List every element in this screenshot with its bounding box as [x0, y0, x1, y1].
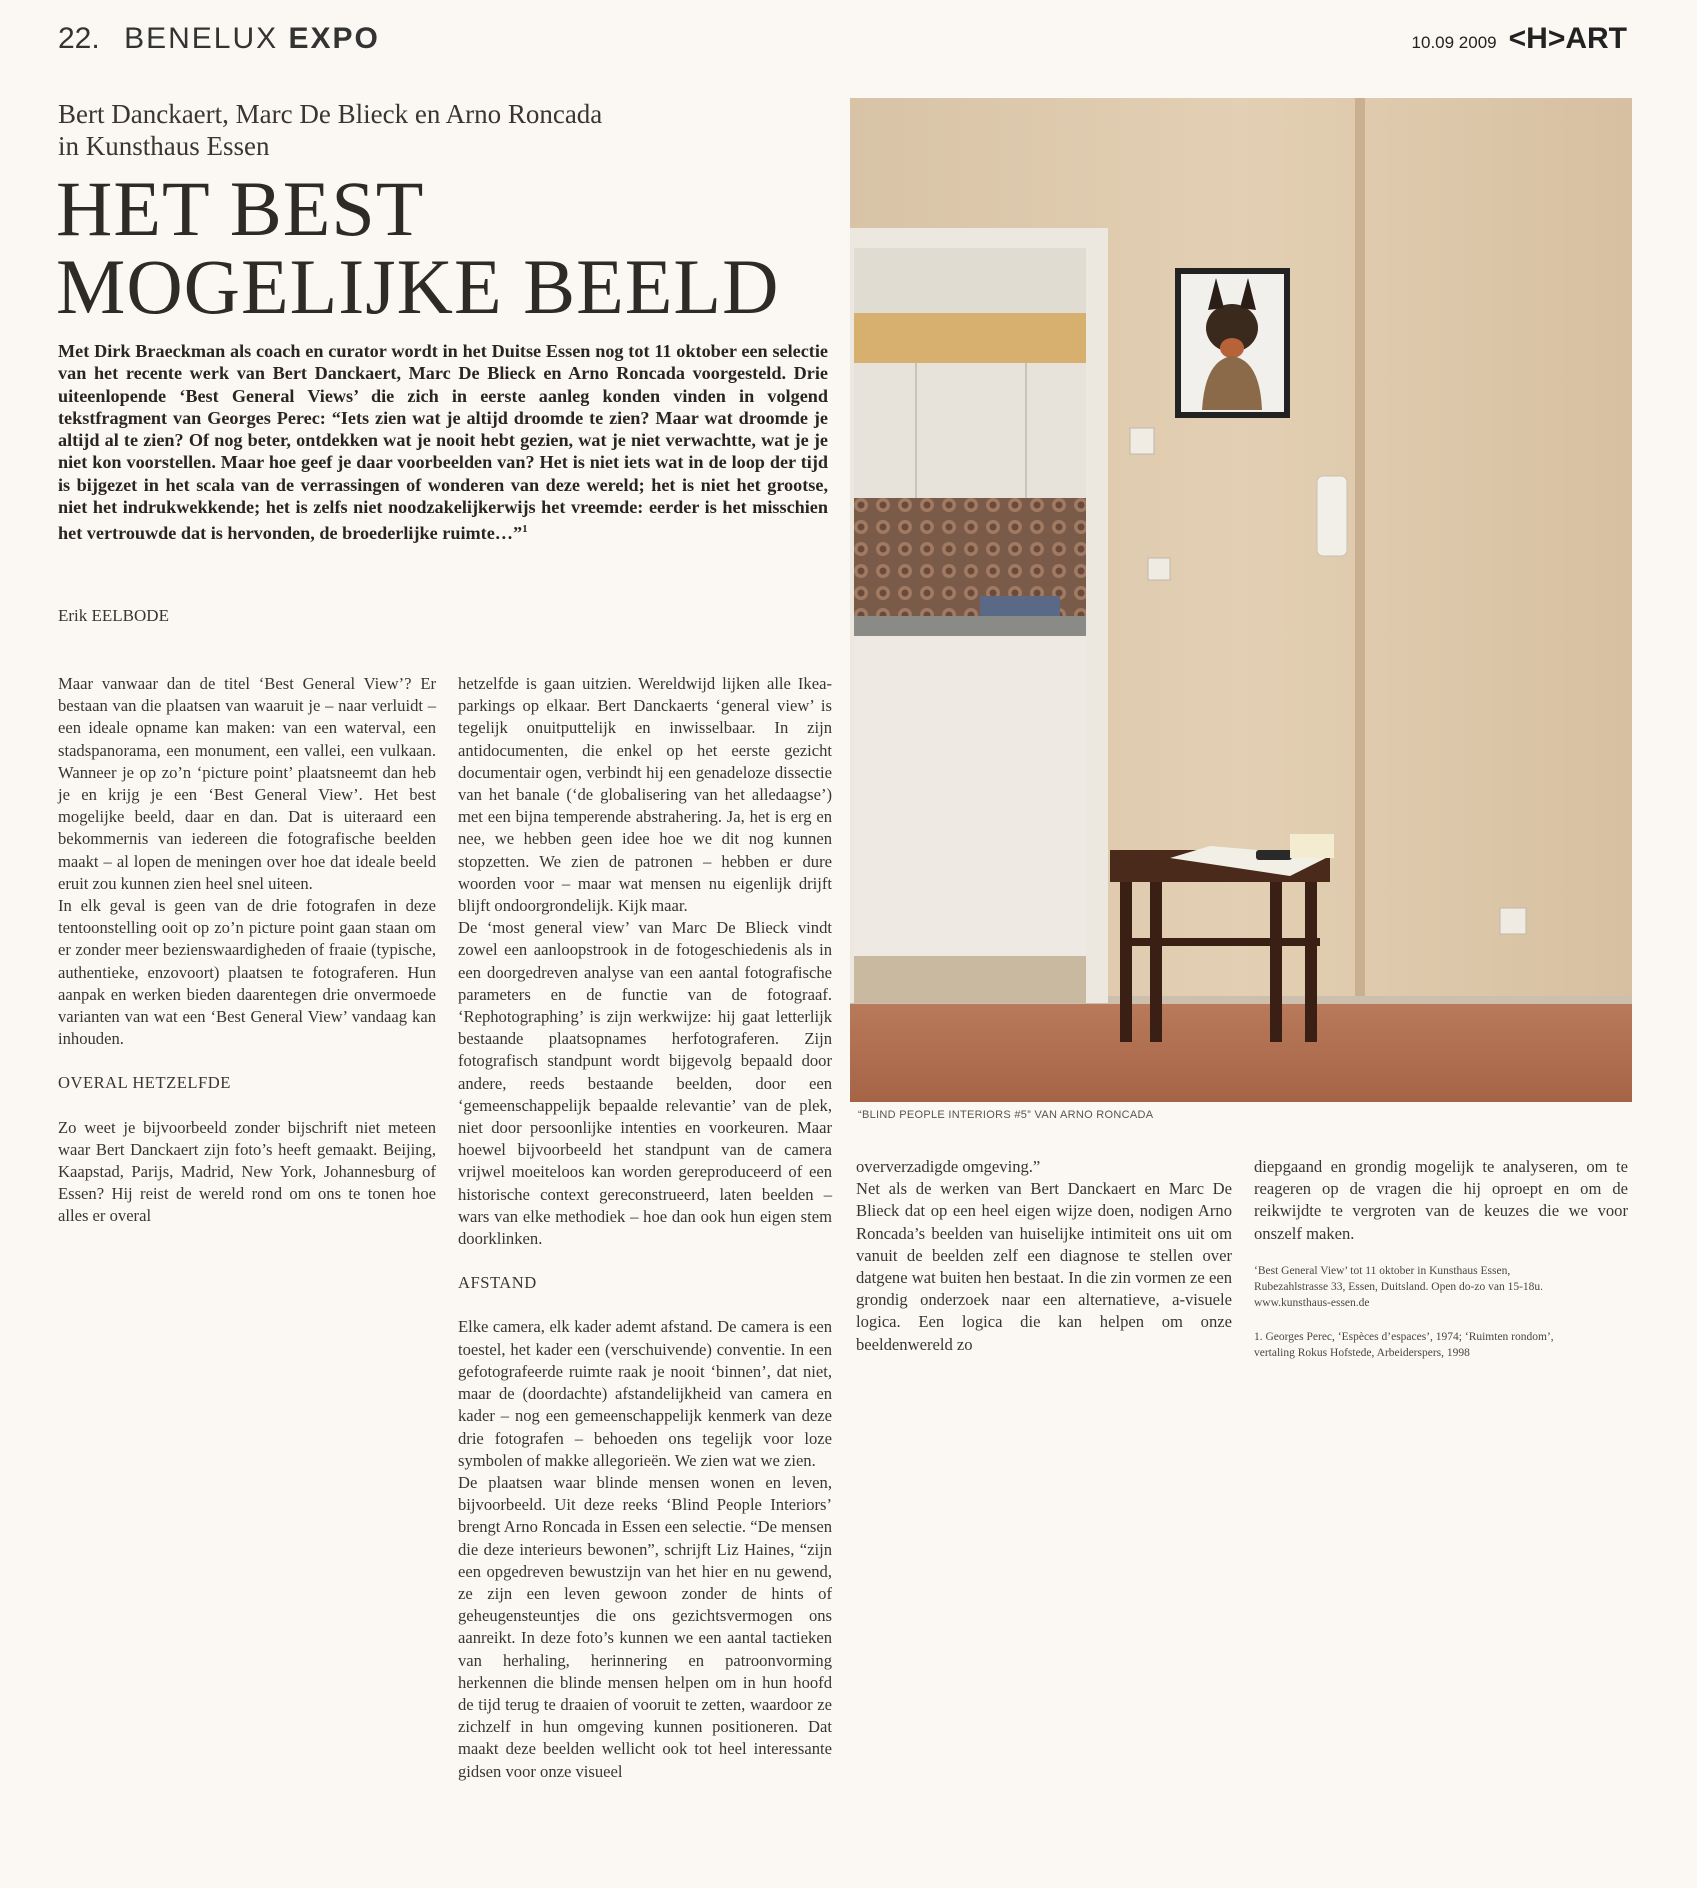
page-header-left: [58, 22, 380, 56]
kitchen-lower-wall: [854, 636, 1086, 956]
footnote-line: vertaling Rokus Hofstede, Arbeiderspers, 1998: [1254, 1346, 1470, 1359]
phone-on-table: [1256, 850, 1292, 860]
paragraph: Elke camera, elk kader ademt afstand. De camera is een toestel, het kader een (verschuivende) conventie. In een gefotografeerde ruimte raak je nooit ‘binnen’, dat niet, maar de (doordachte) afstandelijkheid van camera en kader – nog een gemeenschappelijk kenmerk van deze drie fotografen – behoeden ons tegelijk voor loze symbolen of makke allegorieën. We zien wat we zien.: [458, 1317, 832, 1470]
lead-text: Met Dirk Braeckman als coach en curator wordt in het Duitse Essen nog tot 11 oktober een selectie van het recente werk van Bert Danckaert, Marc De Blieck en Arno Roncada voorgesteld. Drie uiteenlopende ‘Best General Views’ die zich in eerste aanleg konden vinden in volgend tekstfragment van Georges Perec: “Iets zien wat je altijd droomde te zien? Maar wat droomde je altijd al te zien? Of nog beter, ontdekken wat je nooit hebt gezien, wat je niet verwachtte, wat je je niet kon voorstellen. Maar hoe geef je daar voorbeelden van? Het is niet iets wat in de loop der tijd is bijgezet in het scala van de verrassingen of wonderen van deze wereld; het is niet het grootse, niet het indrukwekkende; het is zelfs niet noodzakelijkerwijs het vreemde: eerder is het misschien het vertrouwde dat is hervonden, de broederlijke ruimte…”: [58, 341, 828, 544]
info-url: www.kunsthaus-essen.de: [1254, 1296, 1370, 1309]
floor: [850, 1003, 1632, 1102]
kitchen-cabinets: [854, 363, 1086, 498]
column-2: [458, 673, 832, 1783]
exhibition-info: [1254, 1263, 1628, 1311]
article-lead: [58, 340, 828, 545]
photo-caption: “BLIND PEOPLE INTERIORS #5” VAN ARNO RONCADA: [858, 1109, 1154, 1121]
floor-outlet: [1500, 908, 1526, 934]
subheading: OVERAL HETZELFDE: [58, 1073, 231, 1093]
paragraph: hetzelfde is gaan uitzien. Wereldwijd lijken alle Ikea-parkings op elkaar. Bert Danckaerts ‘general view’ is tegelijk onuitputtelijk en inwisselbaar. In zijn antidocumenten, die enkel op het eerste gezicht documentair ogen, verbindt hij een genadeloze dissectie van het banale (‘de globalisering van het alledaagse’) met een bijna temperende abstrahering. Ja, het is erg en nee, we hebben geen idee hoe we dit nog kunnen stopzetten. We zien de patronen – hebben er dure woorden voor – maar wat mensen nu eigenlijk drijft blijft ondoorgrondelijk. Kijk maar.: [458, 674, 832, 916]
headline-line: MOGELIJKE BEELD: [56, 243, 780, 330]
dish-rack: [980, 596, 1060, 616]
section-name-bold: EXPO: [288, 22, 380, 55]
article-kicker: [58, 98, 698, 162]
paragraph: Zo weet je bijvoorbeeld zonder bijschrift niet meteen waar Bert Danckaert zijn foto’s heeft gemaakt. Beijing, Kaapstad, Parijs, Madrid, New York, Johannesburg of Essen? Hij reist de wereld rond om ons te tonen hoe alles er overal: [58, 1117, 436, 1226]
section-name: BENELUX: [124, 22, 279, 55]
info-line: ‘Best General View’ tot 11 oktober in Kunsthaus Essen,: [1254, 1264, 1511, 1277]
article-headline: [56, 165, 856, 330]
wall-corner-shadow: [1355, 98, 1365, 1008]
intercom-phone: [1317, 476, 1347, 556]
column-3: [856, 1156, 1232, 1356]
kicker-line: in Kunsthaus Essen: [58, 131, 270, 161]
wall-outlet: [1148, 558, 1170, 580]
issue-date: 10.09 2009: [1411, 33, 1497, 52]
column-4: [1254, 1156, 1628, 1361]
wall-switch: [1130, 428, 1154, 454]
page-header-right: [1412, 22, 1627, 56]
kitchen-counter: [854, 616, 1086, 636]
paragraph: Net als de werken van Bert Danckaert en Marc De Blieck dat op een heel eigen wijze doen, nodigen Arno Roncada’s beelden van huiselijke intimiteit ons uit om vanuit de beelden zelf een diagnose te stellen over datgene wat buiten hen bestaat. In die zin vormen ze een grondig onderzoek naar een alternatieve, a-visuele logica. Een logica die kan helpen om onze beeldenwereld zo: [856, 1179, 1232, 1354]
paragraph: De plaatsen waar blinde mensen wonen en leven, bijvoorbeeld. Uit deze reeks ‘Blind People Interiors’ brengt Arno Roncada in Essen een selectie. “De mensen die deze interieurs bewonen”, schrijft Liz Haines, “zijn een opgedreven bewustzijn van het hier en nu gewend, ze zijn een leven gewoon zonder de hints of geheugensteuntjes die ons gezichtsvermogen ons aanreikt. In deze foto’s kunnen we een aantal tactieken van herhaling, herinnering en patroonvorming herkennen die blinde mensen helpen om in hun hoofd de tijd terug te draaien of vooruit te zetten, waardoor ze zichzelf in hun omgeving kunnen positioneren. Dat maakt deze beelden wellicht ook tot heel interessante gidsen voor onze visueel: [458, 1472, 832, 1781]
paragraph: oververzadigde omgeving.”: [856, 1157, 1041, 1176]
notepad-on-table: [1290, 834, 1334, 858]
photo-interior-illustration: [850, 98, 1632, 1102]
column-1: [58, 673, 436, 1228]
paragraph: diepgaand en grondig mogelijk te analyseren, om te reageren op de vragen die hij oproept en om de reikwijdte te vergroten van de keuzes die we voor onszelf maken.: [1254, 1157, 1628, 1243]
paragraph: Maar vanwaar dan de titel ‘Best General View’? Er bestaan van die plaatsen van waaruit je – naar verluidt – een ideale opname kan maken: van een waterval, een stadspanorama, een monument, een vallei, een vulkaan. Wanneer je op zo’n ‘picture point’ plaatsneemt dan heb je en krijg je een ‘Best General View’. Het best mogelijke beeld, daar en dan. Dat is uiteraard een bekommernis van iedereen die fotografische beelden maakt – al lopen de meningen over hoe dat ideale beeld eruit zou kunnen zien heel snel uiteen.: [58, 674, 436, 893]
kitchen-ceiling: [854, 248, 1086, 313]
article-photo: [850, 98, 1632, 1102]
info-line: Rubezahlstrasse 33, Essen, Duitsland. Open do-zo van 15-18u.: [1254, 1280, 1544, 1293]
footnote: [1254, 1329, 1628, 1361]
kitchen-wall-top: [854, 313, 1086, 363]
kicker-line: Bert Danckaert, Marc De Blieck en Arno Roncada: [58, 99, 603, 129]
headline-line: HET BEST: [56, 165, 425, 252]
paragraph: De ‘most general view’ van Marc De Blieck vindt zowel een aanloopstrook in de fotogeschiedenis als in een doorgedreven analyse van een aantal fotografische parameters en de functie van de fotograaf. ‘Rephotographing’ is zijn werkwijze: hij gaat letterlijk bestaande plaatsopnames herfotograferen. Zijn fotografisch standpunt wordt bijgevolg bepaald door andere, reeds bestaande beelden, door een ‘gemeenschappelijk bepaalde relevantie’ van de plek, niet door persoonlijke intenties en voorkeuren. Maar hoewel bijvoorbeeld het standpunt van de camera vrijwel moeiteloos kan worden gereproduceerd of een historische context gereconstrueerd, laten beelden – wars van elke methodiek – hoe dan ook hun eigen stem doorklinken.: [458, 918, 832, 1249]
kitchen-floor: [854, 956, 1086, 1003]
page-number: 22.: [58, 22, 100, 55]
paragraph: In elk geval is geen van de drie fotografen in deze tentoonstelling ooit op zo’n picture point gaan staan om er zonder meer bezienswaardigheden of fraaie (typische, authentieke, enzovoort) plaatsen te fotograferen. Hun aanpak en werken bieden daarentegen drie onvermoede varianten van wat een ‘Best General View’ vandaag kan inhouden.: [58, 896, 436, 1049]
footnote-line: 1. Georges Perec, ‘Espèces d’espaces’, 1974; ‘Ruimten rondom’,: [1254, 1330, 1554, 1343]
magazine-logo: <H>ART: [1508, 22, 1627, 55]
byline: Erik EELBODE: [58, 606, 169, 625]
footnote-marker: 1: [522, 523, 528, 536]
subheading: AFSTAND: [458, 1273, 537, 1293]
